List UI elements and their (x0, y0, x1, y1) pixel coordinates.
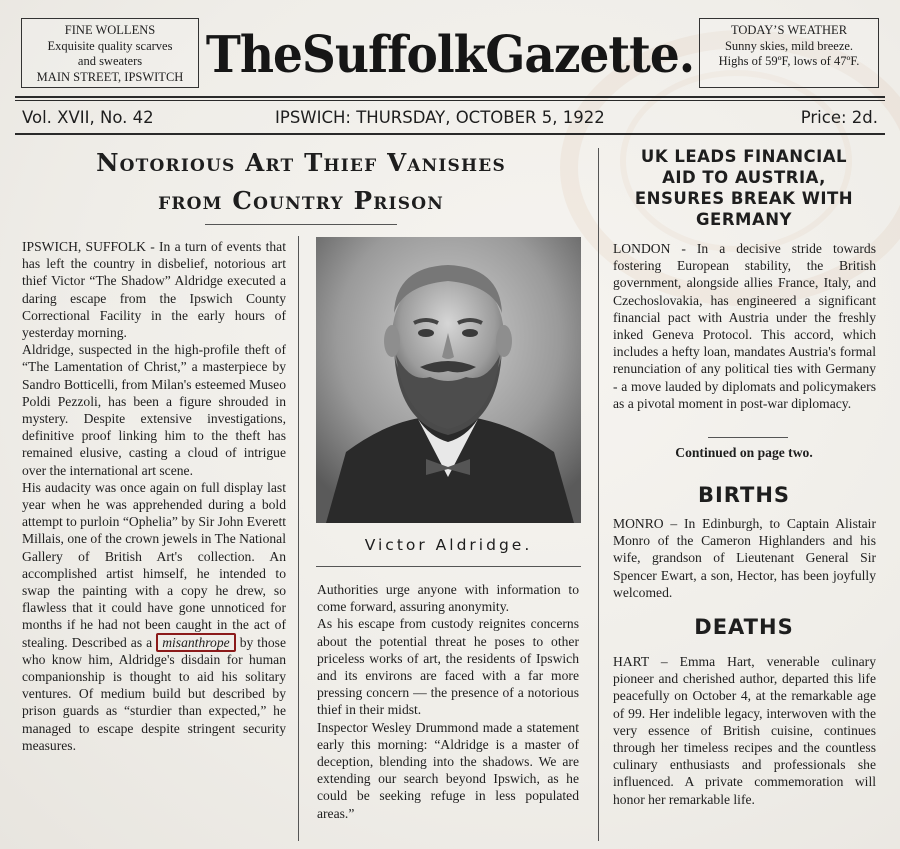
masthead-rule-thin (15, 100, 885, 101)
ad-line: MAIN STREET, IPSWITCH (36, 69, 184, 84)
weather-line: Sunny skies, mild breeze. (724, 38, 854, 53)
ad-line: FINE WOLLENS (64, 23, 156, 37)
price: Price: 2d. (800, 108, 878, 127)
main-story-column-2 (317, 581, 579, 822)
paragraph: LONDON - In a decisive stride towards fostering European stability, the British government, alongside allies France, Italy, and Czechoslovakia, has engineered a significant financial pact with Austria under the freshly inked Geneva Protocol. This accord, which includes a hefty loan, mandates Austria's formal renunciation of any political ties with Germany - a move lauded by diplomats and policymakers as a pivotal moment in post-war diplomacy. (613, 241, 876, 411)
side-story-body (613, 240, 876, 412)
paragraph: IPSWICH, SUFFOLK - In a turn of events that has left the country in disbelief, notorious art thief Victor “The Shadow” Aldridge executed a daring escape from the Ipswich County Correctional Facility in the early hours of yesterday morning. (22, 239, 286, 341)
caption-rule (316, 566, 581, 567)
weather-line: TODAY’S WEATHER (730, 23, 848, 37)
paragraph-text: His audacity was once again on full display last year when he was apprehended during a bold attempt to purloin “Ophelia” by Sir John Everett Millais, one of the crown jewels in The National Gallery of British Art's collection. An accomplished artist himself, he intended to swap the painting with a copy he drew, so flawless that it could have gone unnoticed for months if he had not been caught in the act of stealing. Described as a (22, 479, 286, 650)
headline-line: Notorious Art Thief Vanishes (96, 148, 506, 177)
portrait-illustration (316, 237, 581, 523)
headline-rule (205, 224, 397, 225)
paragraph: Inspector Wesley Drummond made a statement early this morning: “Aldridge is a master of deception, blending into the shadows. We are extending our search beyond Ipswich, as he could be seeking refuge in less populated areas.” (317, 719, 579, 821)
portrait-photo (316, 237, 581, 523)
ad-line: Exquisite quality scarves (47, 38, 173, 53)
continued-rule (708, 437, 788, 438)
weather-line: Highs of 59ºF, lows of 47ºF. (718, 54, 860, 68)
headline-line: AID TO AUSTRIA, (662, 168, 826, 187)
main-headline (18, 144, 584, 220)
headline-line: GERMANY (696, 210, 792, 229)
births-heading: BIRTHS (697, 483, 791, 507)
births-notice (613, 515, 876, 601)
paragraph: As his escape from custody reignites concerns about the potential threat he poses to other priceless works of art, the residents of Ipswich and its environs are faced with a far more pressing concern — the presence of a notorious thief in their midst. (317, 616, 579, 718)
headline-line: from Country Prison (158, 186, 444, 215)
masthead-title: TheSuffolkGazette. (205, 25, 695, 86)
highlighted-word-misanthrope[interactable]: misanthrope (156, 633, 235, 652)
place-date: IPSWICH: THURSDAY, OCTOBER 5, 1922 (275, 108, 605, 127)
deaths-heading: DEATHS (694, 615, 794, 639)
side-story-headline (612, 146, 876, 230)
dateline-rule (15, 133, 885, 135)
masthead-rule (15, 96, 885, 98)
paragraph: Authorities urge anyone with information to come forward, assuring anonymity. (317, 582, 579, 615)
headline-line: ENSURES BREAK WITH (634, 189, 854, 208)
left-ear-advertisement (21, 18, 199, 88)
headline-line: UK LEADS FINANCIAL (640, 147, 848, 166)
continued-note: Continued on page two. (675, 445, 813, 460)
deaths-notice (613, 653, 876, 808)
main-story-column-1 (22, 238, 286, 754)
volume-number: Vol. XVII, No. 42 (22, 108, 154, 127)
column-divider (298, 236, 299, 841)
photo-caption: Victor Aldridge. (364, 536, 533, 554)
dateline (22, 104, 878, 132)
ad-line: and sweaters (77, 54, 143, 68)
column-divider (598, 148, 599, 841)
right-ear-weather (699, 18, 879, 88)
paragraph: MONRO – In Edinburgh, to Captain Alistair Monro of the Cameron Highlanders and his wife, grandson of Lieutenant General Sir Spencer Ewart, a son, Hector, has been joyfully welcomed. (613, 516, 876, 600)
paragraph: Aldridge, suspected in the high-profile theft of “The Lamentation of Christ,” a masterpiece by Sandro Botticelli, from Milan's esteemed Museo Poldi Pezzoli, has been a figure shrouded in mystery. Despite extensive investigations, definitive proof linking him to the theft has remained elusive, casting a cloud of intrigue over the international art scene. (22, 342, 286, 478)
paragraph: HART – Emma Hart, venerable culinary pioneer and cherished author, departed this life peacefully on October 4, at the remarkable age of 99. Her indelible legacy, interwoven with the very essence of British cuisine, continues through her timeless recipes and the countless culinary enthusiasts and professionals she influenced. A private commemoration will honor her remarkable life. (613, 654, 876, 807)
paragraph (22, 479, 286, 754)
paragraph-text: by those who know him, Aldridge's disdain for human companionship is thought to aid his solitary ventures. Of medium build but described by prison guards as “sturdier than expected,” he managed to escape despite stringent security measures. (22, 634, 286, 753)
